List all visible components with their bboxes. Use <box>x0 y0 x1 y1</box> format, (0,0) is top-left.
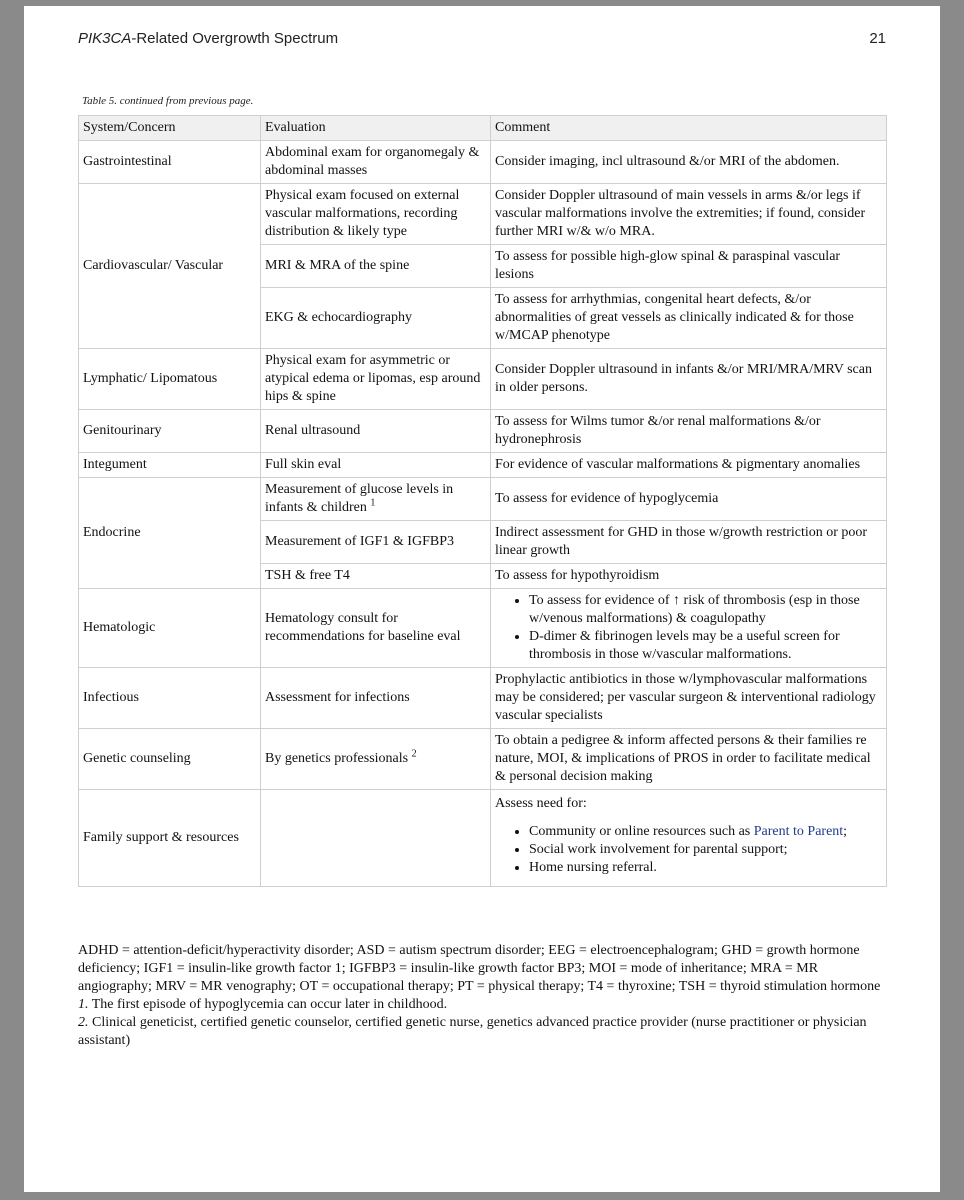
comment-cell: Consider imaging, incl ultrasound &/or MRI of the abdomen. <box>491 141 887 184</box>
table-row <box>79 184 887 245</box>
footnote-ref: 1 <box>370 497 376 509</box>
abbreviations-note: ADHD = attention-deficit/hyperactivity disorder; ASD = autism spectrum disorder; EEG = electroencephalogram; GHD = growth hormone deficiency; IGF1 = insulin-like growth factor 1; IGFBP3 = insulin-like growth factor BP3; MOI = mode of inheritance; MRA = MR angiography; MRV = MR venography; OT = occupational therapy; PT = physical therapy; T4 = thyroxine; TSH = thyroid stimulation hormone <box>78 943 881 994</box>
footnote-ref: 2 <box>411 748 417 760</box>
system-cell: Gastrointestinal <box>79 141 261 184</box>
evaluation-text: By genetics professionals <box>265 751 409 766</box>
title-rest: -Related Overgrowth Spectrum <box>131 30 339 47</box>
list-item: • Social work involvement for parental support; <box>529 841 882 859</box>
comment-cell: To obtain a pedigree & inform affected persons & their families re nature, MOI, & implications of PROS in order to facilitate medical & personal decision making <box>491 729 887 790</box>
system-cell: Endocrine <box>79 478 261 589</box>
footnote-text: Clinical geneticist, certified genetic counselor, certified genetic nurse, genetics advanced practice provider (nurse practitioner or physician assistant) <box>78 1015 867 1048</box>
comment-cell <box>491 790 887 887</box>
evaluation-cell: Physical exam for asymmetric or atypical edema or lipomas, esp around hips & spine <box>261 349 491 410</box>
table-row <box>79 453 887 478</box>
page-number: 21 <box>869 30 886 47</box>
system-cell: Genitourinary <box>79 410 261 453</box>
table-header-row <box>79 116 887 141</box>
comment-cell <box>491 589 887 668</box>
gene-name: PIK3CA <box>78 30 132 47</box>
evaluation-cell: Physical exam focused on external vascular malformations, recording distribution & likely type <box>261 184 491 245</box>
table-caption: Table 5. continued from previous page. <box>82 95 254 107</box>
evaluation-cell: MRI & MRA of the spine <box>261 245 491 288</box>
footnote-number: 2. <box>78 1015 89 1030</box>
table-row <box>79 349 887 410</box>
col-header-comment: Comment <box>491 116 887 141</box>
comment-bullet-list <box>495 823 882 877</box>
comment-cell: To assess for Wilms tumor &/or renal malformations &/or hydronephrosis <box>491 410 887 453</box>
evaluation-cell <box>261 478 491 521</box>
system-cell: Cardiovascular/ Vascular <box>79 184 261 349</box>
comment-cell: To assess for arrhythmias, congenital heart defects, &/or abnormalities of great vessels as clinically indicated & for those w/MCAP phenotype <box>491 288 887 349</box>
comment-cell: Indirect assessment for GHD in those w/growth restriction or poor linear growth <box>491 521 887 564</box>
table-row <box>79 790 887 887</box>
comment-cell: Consider Doppler ultrasound in infants &/or MRI/MRA/MRV scan in older persons. <box>491 349 887 410</box>
comment-cell: Prophylactic antibiotics in those w/lymphovascular malformations may be considered; per vascular surgeon & interventional radiology vascular specialists <box>491 668 887 729</box>
col-header-system: System/Concern <box>79 116 261 141</box>
comment-bullet-list <box>495 592 882 664</box>
system-cell: Genetic counseling <box>79 729 261 790</box>
footnote-1 <box>78 996 886 1014</box>
system-cell: Hematologic <box>79 589 261 668</box>
evaluation-cell: EKG & echocardiography <box>261 288 491 349</box>
evaluation-cell: Renal ultrasound <box>261 410 491 453</box>
comment-cell: To assess for possible high-glow spinal & paraspinal vascular lesions <box>491 245 887 288</box>
evaluation-cell <box>261 729 491 790</box>
table-notes <box>78 942 886 1050</box>
col-header-evaluation: Evaluation <box>261 116 491 141</box>
list-item: • D-dimer & fibrinogen levels may be a useful screen for thrombosis in those w/vascular malformations. <box>529 628 882 664</box>
evaluation-cell <box>261 790 491 887</box>
system-cell: Infectious <box>79 668 261 729</box>
comment-cell: Consider Doppler ultrasound of main vessels in arms &/or legs if vascular malformations involve the extremities; if found, consider further MRI w/& w/o MRA. <box>491 184 887 245</box>
running-header <box>78 30 886 47</box>
table-row <box>79 668 887 729</box>
evaluation-cell: Full skin eval <box>261 453 491 478</box>
evaluation-cell: Assessment for infections <box>261 668 491 729</box>
system-cell: Integument <box>79 453 261 478</box>
evaluation-cell: TSH & free T4 <box>261 564 491 589</box>
table-row <box>79 729 887 790</box>
list-item: • Home nursing referral. <box>529 859 882 877</box>
evaluation-cell: Abdominal exam for organomegaly & abdominal masses <box>261 141 491 184</box>
list-intro: Assess need for: <box>495 796 587 811</box>
document-page <box>24 6 940 1192</box>
parent-to-parent-link[interactable]: Parent to Parent <box>753 824 844 839</box>
system-cell: Family support & resources <box>79 790 261 887</box>
evaluation-table <box>78 115 887 887</box>
table-row <box>79 589 887 668</box>
footnote-2 <box>78 1014 886 1050</box>
list-item: • To assess for evidence of ↑ risk of thrombosis (esp in those w/venous malformations) & coagulopathy <box>529 592 882 628</box>
table-row <box>79 410 887 453</box>
comment-cell: For evidence of vascular malformations & pigmentary anomalies <box>491 453 887 478</box>
list-item-text: Community or online resources such as <box>529 824 754 839</box>
evaluation-text: Measurement of glucose levels in infants & children <box>265 482 454 515</box>
evaluation-cell: Hematology consult for recommendations for baseline eval <box>261 589 491 668</box>
comment-cell: To assess for evidence of hypoglycemia <box>491 478 887 521</box>
system-cell: Lymphatic/ Lipomatous <box>79 349 261 410</box>
table-row <box>79 478 887 521</box>
list-item-punct: ; <box>843 824 848 839</box>
table-row <box>79 141 887 184</box>
comment-cell: To assess for hypothyroidism <box>491 564 887 589</box>
footnote-number: 1. <box>78 997 89 1012</box>
evaluation-cell: Measurement of IGF1 & IGFBP3 <box>261 521 491 564</box>
list-item <box>529 823 882 841</box>
footnote-text: The first episode of hypoglycemia can occur later in childhood. <box>88 997 448 1012</box>
running-title <box>78 30 338 47</box>
